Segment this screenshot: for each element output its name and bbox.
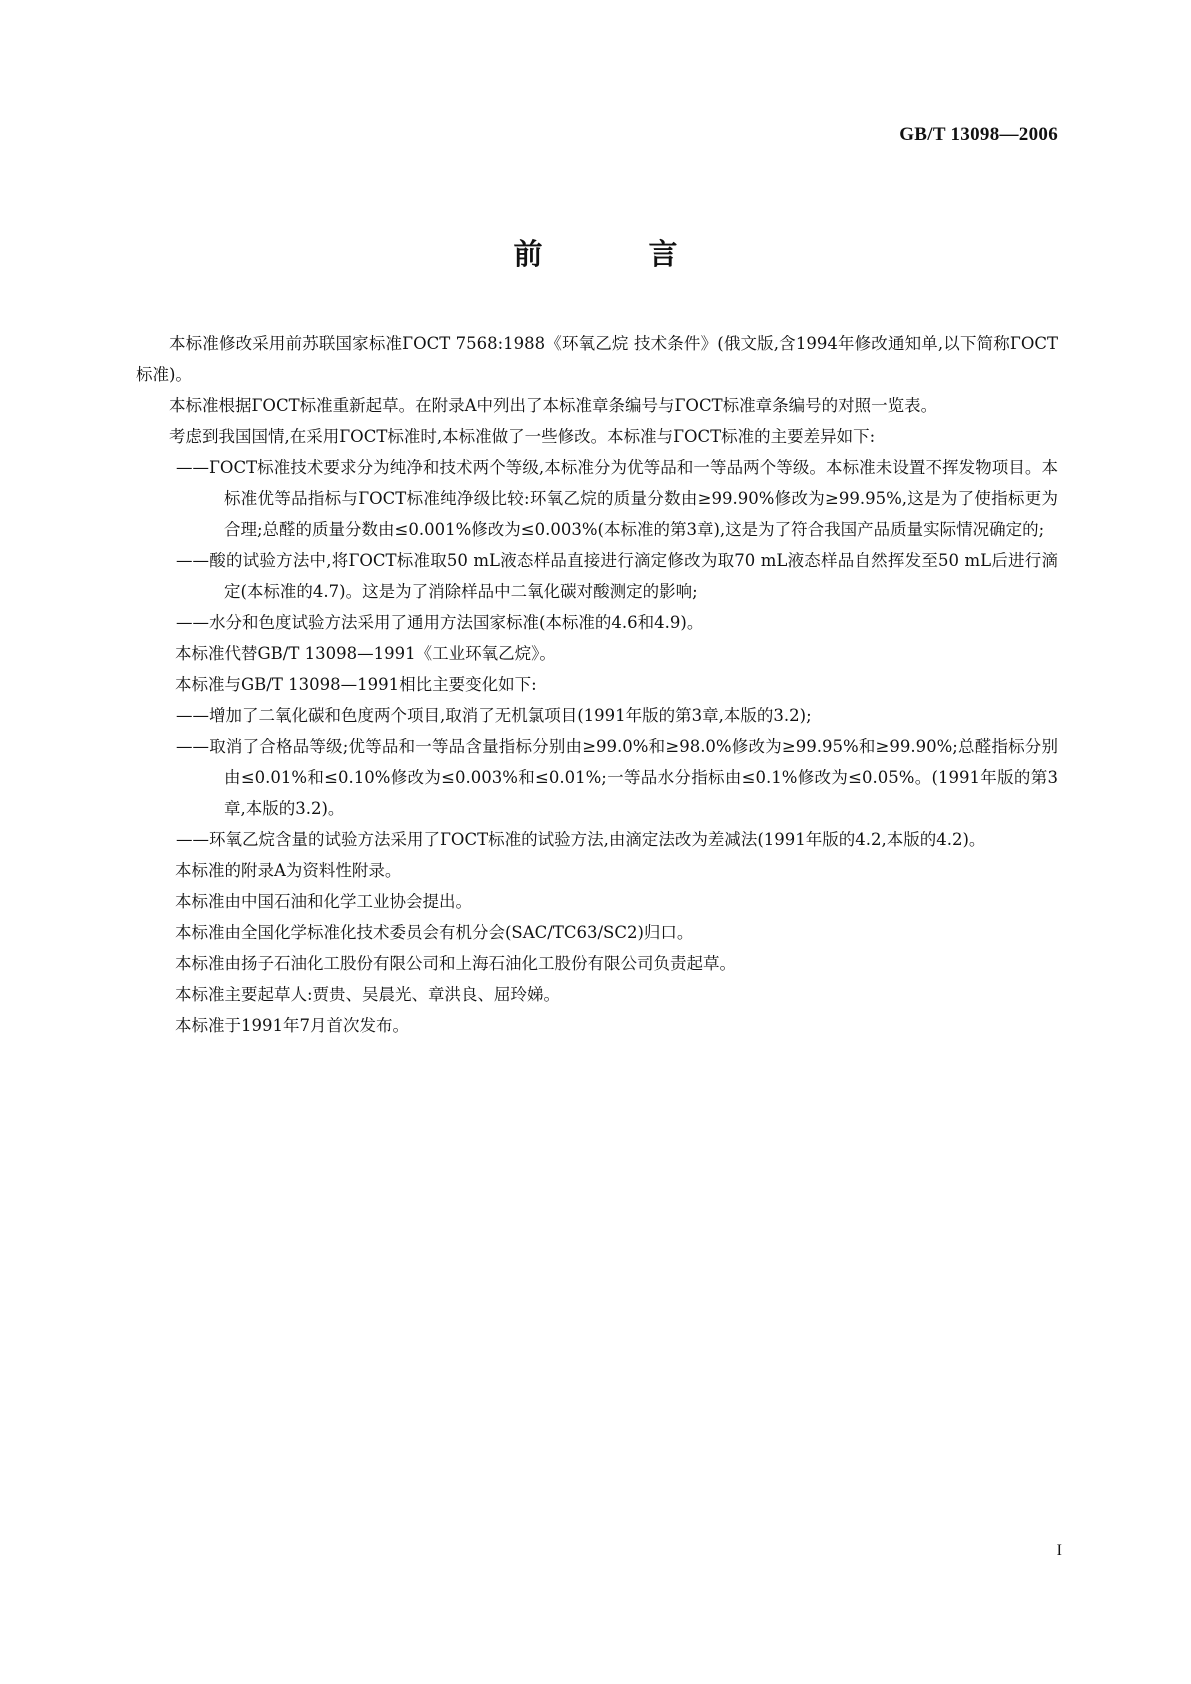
paragraph-drafted-by: 本标准由扬子石油化工股份有限公司和上海石油化工股份有限公司负责起草。 [175, 954, 736, 973]
paragraph-replaces: 本标准代替GB/T 13098—1991《工业环氧乙烷》。 [175, 644, 556, 663]
paragraph-redraft: 本标准根据ГОСТ标准重新起草。在附录A中列出了本标准章条编号与ГОСТ标准章条编号的对照一览表。 [169, 396, 938, 415]
change-item-test-method: ——环氧乙烷含量的试验方法采用了ГОСТ标准的试验方法,由滴定法改为差减法(1991年版的4.2,本版的4.2)。 [176, 830, 986, 849]
page-title: 前 言 [513, 237, 726, 271]
paragraph-drafters: 本标准主要起草人:贾贵、吴晨光、章洪良、屈玲娣。 [175, 985, 561, 1004]
paragraph-annex: 本标准的附录A为资料性附录。 [175, 861, 402, 880]
change-item-added-items: ——增加了二氧化碳和色度两个项目,取消了无机氯项目(1991年版的第3章,本版的3.2); [176, 706, 812, 725]
paragraph-differences-intro: 考虑到我国国情,在采用ГОСТ标准时,本标准做了一些修改。本标准与ГОСТ标准的主要差异如下: [169, 427, 876, 446]
foreword-body [136, 322, 1058, 1041]
standard-number: GB/T 13098—2006 [899, 124, 1058, 145]
page-number: I [1056, 1542, 1062, 1559]
paragraph-adoption: 本标准修改采用前苏联国家标准ГОСТ 7568:1988《环氧乙烷 技术条件》(俄文版,含1994年修改通知单,以下简称ГОСТ标准)。 [136, 334, 1058, 384]
difference-item-grades: ——ГОСТ标准技术要求分为纯净和技术两个等级,本标准分为优等品和一等品两个等级。本标准未设置不挥发物项目。本标准优等品指标与ГОСТ标准纯净级比较:环氧乙烷的质量分数由≥99.90%修改为≥99.95%,这是为了使指标更为合理;总醛的质量分数由≤0.001%修改为≤0.003%(本标准的第3章),这是为了符合我国产品质量实际情况确定的; [176, 458, 1058, 539]
difference-item-acid-test: ——酸的试验方法中,将ГОСТ标准取50 mL液态样品直接进行滴定修改为取70 mL液态样品自然挥发至50 mL后进行滴定(本标准的4.7)。这是为了消除样品中二氧化碳对酸测定的影响; [176, 551, 1058, 601]
paragraph-first-issue: 本标准于1991年7月首次发布。 [175, 1016, 409, 1035]
paragraph-proposed-by: 本标准由中国石油和化学工业协会提出。 [175, 892, 472, 911]
paragraph-centralized-by: 本标准由全国化学标准化技术委员会有机分会(SAC/TC63/SC2)归口。 [175, 923, 694, 942]
paragraph-changes-intro: 本标准与GB/T 13098—1991相比主要变化如下: [175, 675, 537, 694]
difference-item-water-color: ——水分和色度试验方法采用了通用方法国家标准(本标准的4.6和4.9)。 [176, 613, 704, 632]
change-item-grades: ——取消了合格品等级;优等品和一等品含量指标分别由≥99.0%和≥98.0%修改为≥99.95%和≥99.90%;总醛指标分别由≤0.01%和≤0.10%修改为≤0.003%和≤0.01%;一等品水分指标由≤0.1%修改为≤0.05%。(1991年版的第3章,本版的3.2)。 [176, 737, 1058, 818]
